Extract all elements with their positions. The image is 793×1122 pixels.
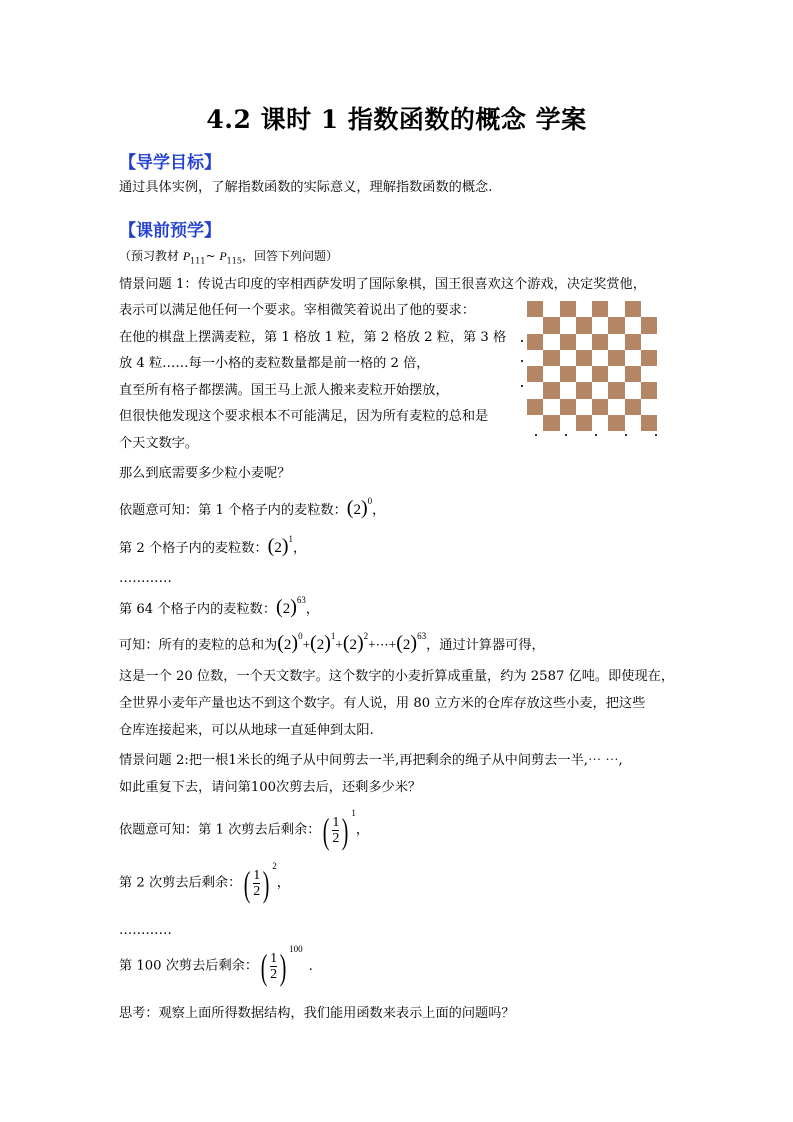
- problem2-line2: 如此重复下去，请问第100次剪去后，还剩多少米？: [119, 780, 422, 795]
- paragraph-line2: 全世界小麦年产量也达不到这个数字。有人说，用 80 立方米的仓库存放这些小麦，把这些: [119, 696, 646, 711]
- chessboard-square: [560, 415, 576, 431]
- goal-text: 通过具体实例，了解指数函数的实际意义，理解指数函数的概念.: [119, 180, 493, 195]
- chessboard-square: [625, 382, 641, 398]
- cell2-line: 第 2 个格子内的麦粒数：$(2)^1$，: [119, 534, 307, 557]
- chessboard-square: [625, 415, 641, 431]
- chessboard-square: [543, 317, 559, 333]
- chessboard-square: [625, 317, 641, 333]
- chessboard-square: [592, 317, 608, 333]
- chessboard-square: [560, 366, 576, 382]
- chessboard-square: [543, 350, 559, 366]
- chessboard-square: [641, 350, 657, 366]
- chessboard-square: [608, 415, 624, 431]
- problem1-line8: 那么到底需要多少粒小麦呢？: [119, 466, 291, 481]
- chessboard-square: [641, 317, 657, 333]
- page-title: 4.2 课时 1 指数函数的概念 学案: [206, 105, 587, 134]
- section-header-goals: 【导学目标】: [119, 153, 221, 173]
- chessboard-square: [592, 399, 608, 415]
- chessboard-square: [543, 399, 559, 415]
- chessboard-square: [527, 366, 543, 382]
- cut100-line: 第 100 次剪去后剩余：( $\frac{1}{2}$ ) $^{100}$.: [119, 944, 313, 987]
- chessboard-square: [543, 334, 559, 350]
- chessboard-square: [560, 334, 576, 350]
- chessboard-square: [641, 382, 657, 398]
- chessboard-square: [608, 350, 624, 366]
- paragraph-line1: 这是一个 20 位数，一个天文数字。这个数字的小麦折算成重量，约为 2587 亿吨。即使现在，: [119, 669, 675, 684]
- chessboard-square: [625, 350, 641, 366]
- chessboard-square: [560, 317, 576, 333]
- chessboard-square: [527, 399, 543, 415]
- chessboard-square: [608, 317, 624, 333]
- chessboard-square: [576, 334, 592, 350]
- chessboard-square: [592, 415, 608, 431]
- problem1-line4: 放 4 粒……每一小格的麦粒数量都是前一格的 2 倍，: [119, 356, 430, 371]
- chessboard-square: [576, 350, 592, 366]
- chessboard-square: [592, 350, 608, 366]
- chessboard-square: [608, 301, 624, 317]
- chessboard-square: [543, 366, 559, 382]
- chessboard-square: [576, 399, 592, 415]
- cell1-line: 依题意可知：第 1 个格子内的麦粒数：$(2)^0$，: [119, 496, 386, 519]
- problem1-line3: 在他的棋盘上摆满麦粒，第 1 格放 1 粒，第 2 格放 2 粒，第 3 格: [119, 330, 507, 345]
- chessboard-square: [592, 301, 608, 317]
- chessboard-square: [543, 382, 559, 398]
- chessboard-square: [560, 301, 576, 317]
- chessboard-square: [576, 366, 592, 382]
- chessboard-square: [560, 382, 576, 398]
- cut2-line: 第 2 次剪去后剩余：( $\frac{1}{2}$ ) $^2$，: [119, 861, 290, 904]
- chessboard-square: [625, 334, 641, 350]
- chessboard-square: [641, 399, 657, 415]
- chessboard-square: [527, 301, 543, 317]
- chessboard-square: [527, 415, 543, 431]
- chessboard-square: [527, 334, 543, 350]
- chessboard-square: [576, 301, 592, 317]
- chessboard-square: [641, 334, 657, 350]
- chessboard-image: [527, 301, 657, 431]
- problem1-line1: 情景问题 1：传说古印度的宰相西萨发明了国际象棋，国王很喜欢这个游戏，决定奖赏他，: [119, 277, 646, 292]
- chessboard-square: [641, 366, 657, 382]
- chessboard-square: [608, 399, 624, 415]
- dots-1: …………: [119, 571, 172, 586]
- chessboard-square: [543, 415, 559, 431]
- chessboard-square: [608, 382, 624, 398]
- problem1-line7: 个天文数字。: [119, 436, 199, 451]
- problem1-line6: 但很快他发现这个要求根本不可能满足，因为所有麦粒的总和是: [119, 409, 489, 424]
- chessboard-square: [641, 415, 657, 431]
- chessboard-square: [592, 366, 608, 382]
- chessboard-square: [576, 317, 592, 333]
- chessboard-square: [625, 301, 641, 317]
- problem1-line5: 直至所有格子都摆满。国王马上派人搬来麦粒开始摆放，: [119, 383, 449, 398]
- dots-2: …………: [119, 923, 172, 938]
- chessboard-square: [608, 334, 624, 350]
- chessboard-square: [527, 350, 543, 366]
- problem2-line1: 情景问题 2:把一根1米长的绳子从中间剪去一半,再把剩余的绳子从中间剪去一半,⋯ ⋯,: [119, 753, 623, 768]
- chessboard-square: [592, 382, 608, 398]
- cell64-line: 第 64 个格子内的麦粒数：$(2)^{63}$，: [119, 595, 320, 618]
- section-header-preview: 【课前预学】: [119, 221, 221, 241]
- chessboard-square: [608, 366, 624, 382]
- chessboard-square: [625, 399, 641, 415]
- paragraph-line3: 仓库连接起来，可以从地球一直延伸到太阳.: [119, 723, 374, 738]
- chessboard-square: [641, 301, 657, 317]
- chessboard-square: [543, 301, 559, 317]
- preview-note: （预习教材 $P_{111}\sim$ $P_{115}$，回答下列问题）: [119, 249, 338, 266]
- chessboard-square: [592, 334, 608, 350]
- chessboard-square: [527, 317, 543, 333]
- think-question: 思考：观察上面所得数据结构，我们能用函数来表示上面的问题吗？: [119, 1006, 515, 1021]
- problem1-line2: 表示可以满足他任何一个要求。宰相微笑着说出了他的要求：: [119, 303, 476, 318]
- chessboard-square: [527, 382, 543, 398]
- chessboard-square: [625, 366, 641, 382]
- chessboard-square: [576, 382, 592, 398]
- cut1-line: 依题意可知：第 1 次剪去后剩余：( $\frac{1}{2}$ ) $^1$，: [119, 808, 370, 851]
- chessboard-square: [560, 399, 576, 415]
- chessboard-square: [576, 415, 592, 431]
- sum-line: 可知：所有的麦粒的总和为$(2)^0+(2)^1+(2)^2+\cdots+(2)^{63}$，通过计算器可得，: [119, 631, 545, 654]
- chessboard-square: [560, 350, 576, 366]
